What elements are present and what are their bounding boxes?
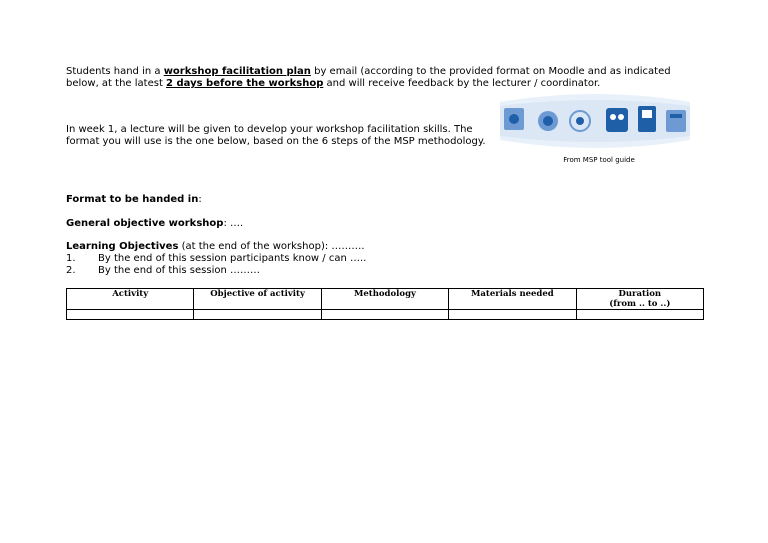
table-cell[interactable] (194, 310, 321, 320)
general-objective-value: : …. (223, 218, 244, 229)
list-item-text: By the end of this session ……… (98, 265, 261, 276)
intro-text-3: and will receive feedback by the lecturer / coordinator. (323, 78, 601, 89)
column-header-objective: Objective of activity (194, 289, 321, 310)
table-cell[interactable] (449, 310, 576, 320)
list-item-number: 2. (66, 265, 76, 276)
column-header-materials: Materials needed (449, 289, 576, 310)
list-item (66, 265, 566, 277)
format-heading-label: Format to be handed in (66, 194, 199, 205)
intro-emphasis-plan: workshop facilitation plan (163, 66, 311, 77)
table-cell[interactable] (67, 310, 194, 320)
msp-step-6-icon (666, 110, 686, 132)
workshop-plan-table (66, 288, 704, 320)
intro-paragraph (66, 66, 686, 90)
general-objective (66, 218, 243, 230)
general-objective-label: General objective workshop (66, 218, 224, 229)
format-heading (66, 194, 202, 206)
learning-objectives-suffix: (at the end of the workshop): ………. (178, 241, 365, 252)
intro-emphasis-deadline: 2 days before the workshop (166, 78, 324, 89)
list-item (66, 253, 566, 265)
column-header-duration: Duration (from .. to ..) (576, 289, 703, 310)
table-row (67, 310, 704, 320)
table-cell[interactable] (576, 310, 703, 320)
figure-caption: From MSP tool guide (563, 156, 635, 164)
intro-text-1: Students hand in a (66, 66, 164, 77)
learning-objectives-label: Learning Objectives (66, 241, 179, 252)
msp-step-2-icon (538, 111, 558, 131)
msp-step-4-icon (606, 108, 628, 132)
column-header-activity: Activity (67, 289, 194, 310)
format-heading-suffix: : (198, 194, 202, 205)
msp-steps-figure (500, 92, 690, 150)
week1-paragraph (66, 124, 486, 148)
list-item-number: 1. (66, 253, 76, 264)
msp-step-1-icon (504, 108, 524, 130)
intro-text-2: by email (according to the provided format on Moodle and as indicated below, at the latest (66, 66, 671, 89)
week1-line-2: The format you will use is the one below, based on the 6 steps of the MSP methodology. (66, 124, 486, 147)
list-item-text: By the end of this session participants know / can ….. (98, 253, 367, 264)
column-header-methodology: Methodology (321, 289, 448, 310)
table-header-row (67, 289, 704, 310)
table-cell[interactable] (321, 310, 448, 320)
week1-line-1: In week 1, a lecture will be given to develop your workshop facilitation skills. (66, 124, 451, 135)
msp-step-5-icon (638, 106, 656, 132)
learning-objectives (66, 241, 566, 277)
